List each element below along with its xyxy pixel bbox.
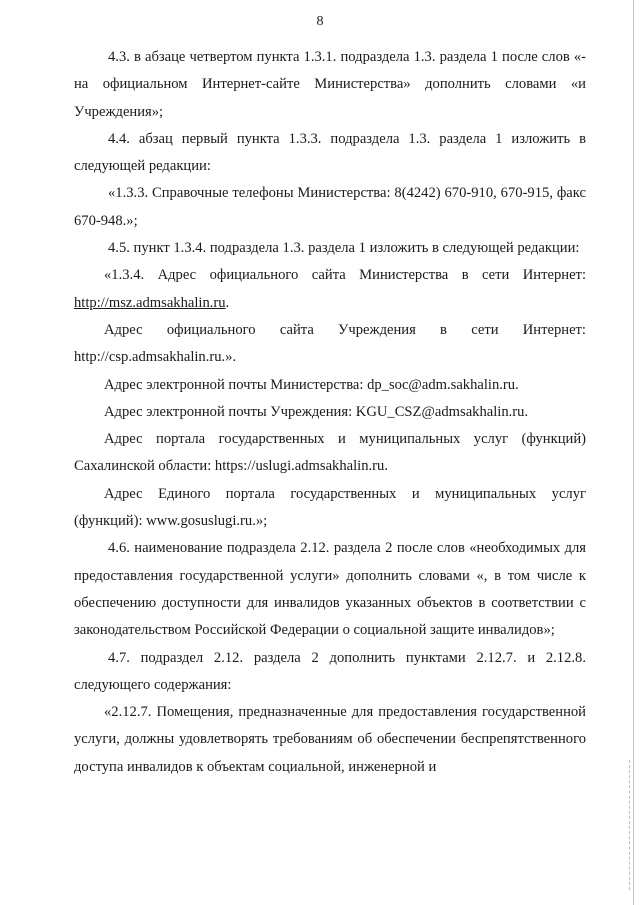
paragraph-federal-portal: Адрес Единого портала государственных и муниципальных услуг (функций): www.gosuslugi.ru.»; — [74, 485, 586, 530]
document-body — [74, 44, 586, 781]
paragraph-2-12-7-quote: «2.12.7. Помещения, предназначенные для предоставления государственной услуги, должны удовлетворять требованиям об обеспечении беспрепятственного доступа инвалидов к объектам социальной, инженерной и — [74, 704, 586, 775]
ministry-site-link[interactable]: http://msz.admsakhalin.ru — [74, 294, 226, 311]
paragraph-4-4: 4.4. абзац первый пункта 1.3.3. подраздела 1.3. раздела 1 изложить в следующей редакции: — [74, 130, 586, 175]
paragraph-ministry-email: Адрес электронной почты Министерства: dp_soc@adm.sakhalin.ru. — [104, 376, 519, 393]
paragraph-4-6: 4.6. наименование подраздела 2.12. раздела 2 после слов «необходимых для предоставления государственной услуги» дополнить словами «, в том числе к обеспечению доступности для инвалидов указанных объектов в соответствии с законодательством Российской Федерации о социальной защите инвалидов»; — [74, 540, 586, 639]
paragraph-1-3-3-quote: «1.3.3. Справочные телефоны Министерства: 8(4242) 670-910, 670-915, факс 670-948.»; — [74, 185, 586, 229]
paragraph-4-7: 4.7. подраздел 2.12. раздела 2 дополнить пунктами 2.12.7. и 2.12.8. следующего содержания: — [74, 649, 586, 693]
paragraph-regional-portal: Адрес портала государственных и муниципальных услуг (функций) Сахалинской области: https://uslugi.admsakhalin.ru. — [74, 431, 586, 475]
paragraph-institution-email: Адрес электронной почты Учреждения: KGU_CSZ@admsakhalin.ru. — [104, 403, 529, 420]
page-number: 8 — [316, 14, 324, 29]
paragraph-institution-site: Адрес официального сайта Учреждения в сети Интернет: http://csp.admsakhalin.ru.». — [74, 321, 586, 366]
scan-edge-mark — [629, 760, 630, 890]
paragraph-4-3: 4.3. в абзаце четвертом пункта 1.3.1. подраздела 1.3. раздела 1 после слов «- на официальном Интернет-сайте Министерства» дополнить словами «и Учреждения»; — [74, 49, 586, 120]
paragraph-4-5: 4.5. пункт 1.3.4. подраздела 1.3. раздела 1 изложить в следующей редакции: — [108, 240, 580, 257]
paragraph-1-3-4-tail: . — [225, 294, 230, 311]
paragraph-1-3-4-quote — [74, 262, 586, 317]
scan-edge-line — [633, 0, 634, 905]
paragraph-1-3-4-text: «1.3.4. Адрес официального сайта Министерства в сети Интернет: — [104, 267, 586, 284]
